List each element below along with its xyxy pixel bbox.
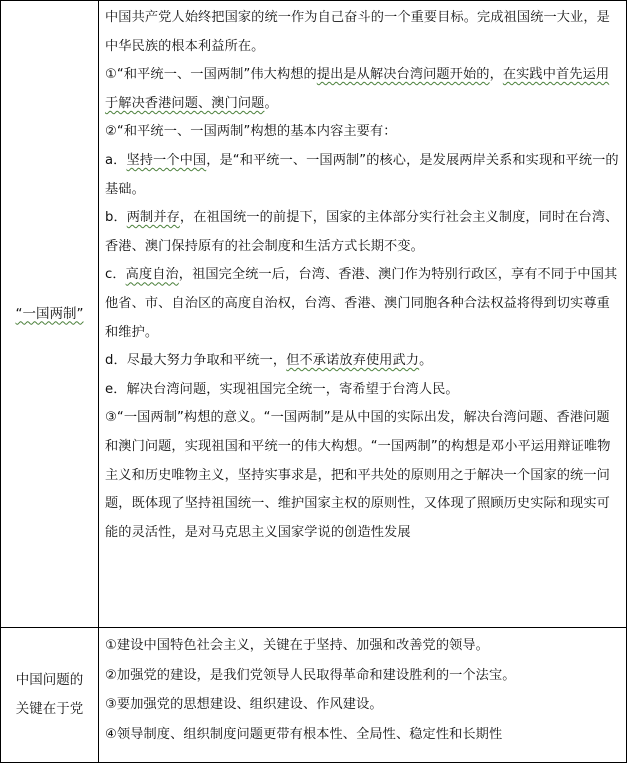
row-label: “一国两制” <box>15 305 84 322</box>
row-label-line-1: 中国问题的 <box>15 672 84 688</box>
item-e-paragraph: e．解决台湾问题，实现祖国完全统一，寄希望于台湾人民。 <box>105 381 459 397</box>
item-c-paragraph: c．高度自治，祖国完全统一后，台湾、香港、澳门作为特别行政区，享有不同于中国其他省、市、自治区的高度自治权，台湾、香港、澳门同胞各种合法权益将得到切实尊重和维护。 <box>105 267 618 340</box>
row-label-line-2: 关键在于党 <box>15 701 84 717</box>
underlined-phrase: 但不承诺放弃使用武力 <box>286 353 420 369</box>
table-row-one-country-two-systems <box>1 1 627 628</box>
row-label-cell <box>1 628 99 763</box>
party-point-2: ②加强党的建设，是我们党领导人民取得革命和建设胜利的一个法宝。 <box>105 667 516 683</box>
table-row-party-key <box>1 628 627 763</box>
underlined-phrase: 高度自治 <box>125 267 179 283</box>
underlined-phrase: 提出是从解决台湾问题开始的 <box>316 67 490 83</box>
intro-paragraph: 中国共产党人始终把国家的统一作为自己奋斗的一个重要目标。完成祖国统一大业，是中华民族的根本利益所在。 <box>105 10 610 54</box>
underlined-phrase: 在实践中首先运用于解决香港问题、澳门问题 <box>105 67 610 111</box>
party-point-3: ③要加强党的思想建设、组织建设、作风建设。 <box>105 697 383 712</box>
party-point-1: ①建设中国特色社会主义，关键在于坚持、加强和改善党的领导。 <box>105 638 489 653</box>
point-2-paragraph: ②“和平统一、一国两制”构想的基本内容主要有： <box>105 124 397 140</box>
underlined-phrase: 两制并存 <box>126 210 180 226</box>
row-content-cell <box>99 1 627 628</box>
item-a-paragraph: a．坚持一个中国，是“和平统一、一国两制”的核心，是发展两岸关系和实现和平统一的基础。 <box>105 152 619 197</box>
row-content-cell <box>99 628 627 763</box>
row-label-cell <box>1 1 99 628</box>
item-b-paragraph: b．两制并存，在祖国统一的前提下，国家的主体部分实行社会主义制度，同时在台湾、香港、澳门保持原有的社会制度和生活方式长期不变。 <box>105 210 619 254</box>
point-1-paragraph: ①“和平统一、一国两制”伟大构想的提出是从解决台湾问题开始的，在实践中首先运用于解决香港问题、澳门问题。 <box>105 67 610 111</box>
point-3-paragraph: ③“一国两制”构想的意义。“一国两制”是从中国的实际出发，解决台湾问题、香港问题和澳门问题，实现祖国和平统一的伟大构想。“一国两制”的构想是邓小平运用辩证唯物主义和历史唯物主义，坚持实事求是，把和平共处的原则用之于解决一个国家的统一问题，既体现了坚持祖国统一、维护国家主权的原则性，又体现了照顾历史实际和现实可能的灵活性，是对马克思主义国家学说的创造性发展 <box>105 410 611 540</box>
item-d-paragraph: d．尽最大努力争取和平统一，但不承诺放弃使用武力。 <box>105 353 433 369</box>
underlined-phrase: 坚持一个中国 <box>126 152 207 168</box>
party-point-4: ④领导制度、组织制度问题更带有根本性、全局性、稳定性和长期性 <box>105 726 503 742</box>
